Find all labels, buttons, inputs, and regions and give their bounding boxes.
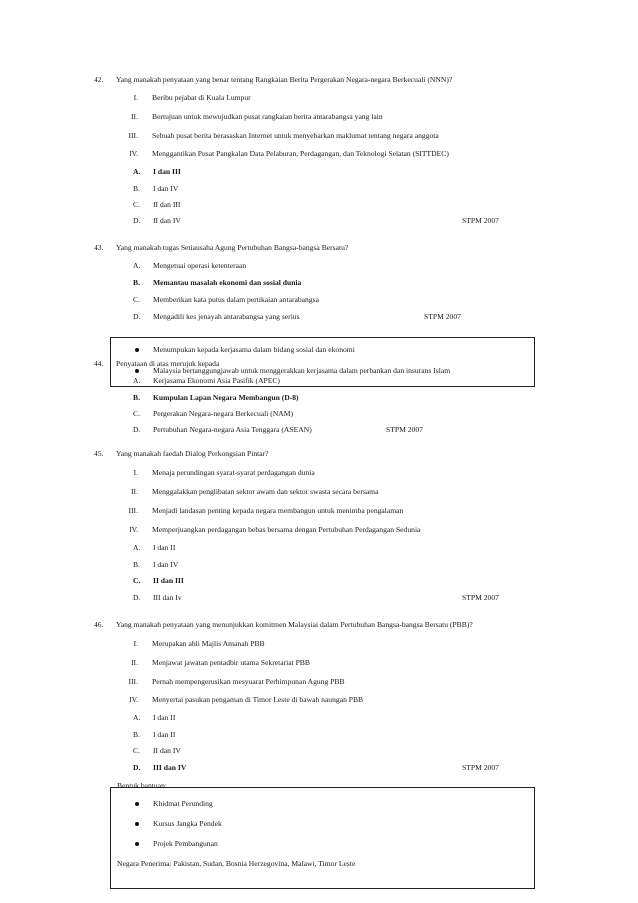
bullet-icon (135, 369, 139, 373)
statement-number: II. (131, 112, 138, 121)
option-label: A. (133, 167, 141, 176)
statement-text: Menaja perundingan syarat-syarat perdagangan dunia (152, 468, 315, 477)
statement-text: Beribu pejabat di Kuala Lumpur (152, 93, 251, 102)
bullet-icon (135, 348, 139, 352)
option-text: I dan II (153, 543, 176, 552)
option-label: C. (133, 409, 140, 418)
statement-text: Menggantikan Pusat Pangkalan Data Pelaburan, Perdagangan, dan Teknologi Selatan (SITTDEC) (152, 149, 449, 158)
question-number: 46. (94, 620, 104, 629)
statement-text: Memperjuangkan perdagangan bebas bersama dengan Pertubuhan Perdagangan Sedunia (152, 525, 421, 534)
bullet-icon (135, 802, 139, 806)
option-text: Mengadili kes jenayah antarabangsa yang serius (153, 312, 300, 321)
option-text: I dan II (153, 730, 176, 739)
option-label: D. (133, 593, 141, 602)
statement-number: III. (128, 131, 138, 140)
option-text: III dan IV (153, 763, 187, 772)
box-item: Menumpukan kepada kerjasama dalam bidang sosial dan ekonomi (153, 345, 355, 354)
question-text: Yang manakah penyataan yang menunjukkan komitmen Malaysiai dalam Pertubuhan Bangsa-bangsa Bersatu (PBB)? (116, 620, 473, 629)
option-text: Kumpulan Lapan Negara Membangun (D-8) (153, 393, 299, 402)
statement-text: Merupakan ahli Majlis Amanah PBB (152, 639, 265, 648)
option-label: B. (133, 393, 140, 402)
statement-number: I. (133, 468, 138, 477)
box-item: Malaysia bertanggungjawab untuk menggerakkan kerjasama dalam perbankan dan insurans Islam (153, 366, 451, 375)
statement-number: I. (133, 93, 138, 102)
option-text: Memberikan kata putus dalam pertikaian antarabangsa (153, 295, 319, 304)
statement-number: II. (131, 487, 138, 496)
question-number: 44. (94, 359, 104, 368)
question-number: 45. (94, 449, 104, 458)
option-label: D. (133, 312, 141, 321)
option-text: I dan IV (153, 184, 179, 193)
option-text: I dan IV (153, 560, 179, 569)
option-text: I dan III (153, 167, 181, 176)
source-label: STPM 2007 (462, 763, 499, 772)
statement-number: I. (133, 639, 138, 648)
bullet-icon (135, 842, 139, 846)
statement-number: II. (131, 658, 138, 667)
option-text: I dan II (153, 713, 176, 722)
box-item: Kursus Jangka Pendek (153, 819, 222, 828)
question-text: Yang manakah tugas Setiausaha Agung Pertubuhan Bangsa-bangsa Bersatu? (116, 243, 349, 252)
statement-text: Sebuah pusat berita berasaskan Internet untuk menyebarkan maklumat tentang negara anggota (152, 131, 439, 140)
source-label: STPM 2007 (386, 425, 423, 434)
statement-number: IV. (129, 525, 138, 534)
option-text: Mengetuai operasi ketenteraan (153, 261, 247, 270)
option-label: C. (133, 295, 140, 304)
statement-text: Menjadi landasan penting kepada negara membangun untuk menimba pengalaman (152, 506, 404, 515)
statement-number: III. (128, 677, 138, 686)
box-footer: Negara Penerima: Pakistan, Sudan, Bosnia Herzegovina, Malawi, Timor Leste (117, 859, 356, 868)
question-text: Yang manakah penyataan yang benar tentang Rangkaian Berita Pergerakan Negara-negara Berkecuali (NNN)? (116, 75, 453, 84)
box-heading: Bentuk bantuan: (117, 781, 167, 790)
option-label: A. (133, 543, 141, 552)
source-label: STPM 2007 (462, 593, 499, 602)
question-text: Penyataan di atas merujuk kepada (116, 359, 220, 368)
statement-number: IV. (129, 149, 138, 158)
option-text: Kerjasama Ekonomi Asia Pasifik (APEC) (153, 376, 280, 385)
option-label: D. (133, 763, 141, 772)
option-label: D. (133, 425, 141, 434)
option-label: B. (133, 730, 140, 739)
question-number: 43. (94, 243, 104, 252)
source-label: STPM 2007 (424, 312, 461, 321)
option-text: III dan Iv (153, 593, 182, 602)
option-text: Memantau masalah ekonomi dan sosial dunia (153, 278, 302, 287)
option-label: D. (133, 216, 141, 225)
statement-number: IV. (129, 695, 138, 704)
option-text: II dan IV (153, 216, 181, 225)
option-text: II dan III (153, 200, 181, 209)
option-label: B. (133, 560, 140, 569)
option-label: A. (133, 376, 141, 385)
option-label: A. (133, 261, 141, 270)
statement-text: Pernah mempengerusikan mesyuarat Perhimpunan Agung PBB (152, 677, 345, 686)
option-label: C. (133, 576, 141, 585)
question-text: Yang manakah faedah Dialog Perkongsian Pintar? (116, 449, 269, 458)
statement-number: III. (128, 506, 138, 515)
statement-text: Bertujuan untuk mewujudkan pusat rangkaian berita antarabangsa yang lain (152, 112, 383, 121)
option-label: B. (133, 184, 140, 193)
box-item: Projek Pembangunan (153, 839, 218, 848)
source-label: STPM 2007 (462, 216, 499, 225)
option-label: A. (133, 713, 141, 722)
option-text: Pergerakan Negara-negara Berkecuali (NAM) (153, 409, 294, 418)
option-label: C. (133, 746, 140, 755)
statement-text: Menjawat jawatan pentadbir utama Sekretariat PBB (152, 658, 310, 667)
option-text: II dan IV (153, 746, 181, 755)
statement-text: Menyertai pasukan pengaman di Timor Leste di bawah naungan PBB (152, 695, 364, 704)
statement-text: Menggalakkan penglibatan sektor awam dan sektor swasta secara bersama (152, 487, 379, 496)
bullet-icon (135, 822, 139, 826)
option-label: B. (133, 278, 140, 287)
option-text: II dan III (153, 576, 184, 585)
option-text: Pertubuhan Negara-negara Asia Tenggara (ASEAN) (153, 425, 312, 434)
box-item: Khidmat Perunding (153, 799, 213, 808)
question-number: 42. (94, 75, 104, 84)
option-label: C. (133, 200, 140, 209)
info-box (110, 781, 535, 889)
